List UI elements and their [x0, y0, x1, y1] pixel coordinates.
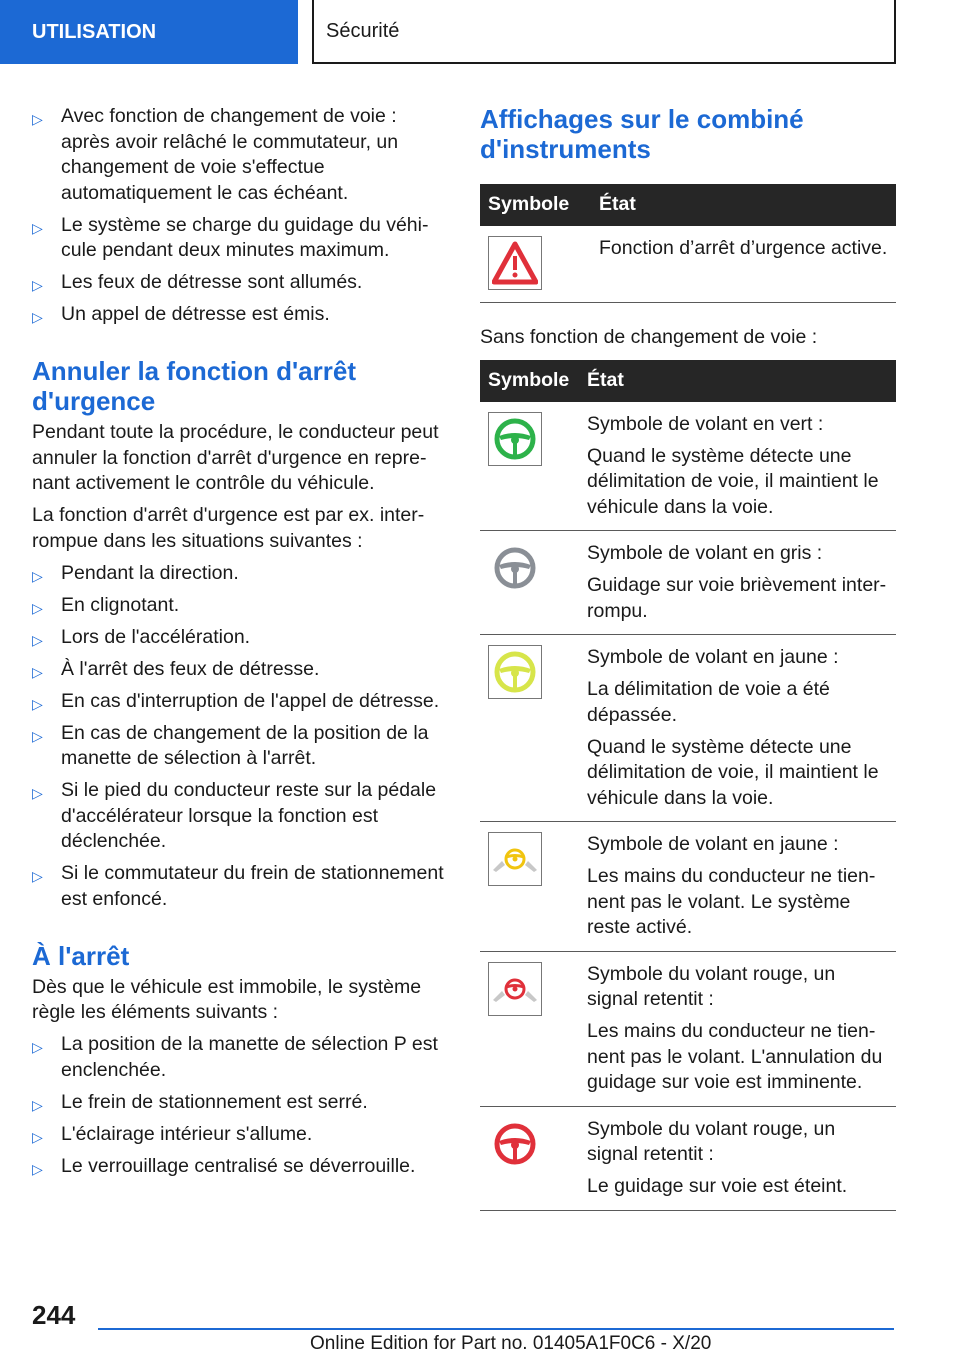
list-item: ▷ Le frein de stationnement est serré.: [32, 1090, 444, 1116]
cancel-paragraph-2: La fonction d'arrêt d'urgence est par ex. interrompue dans les situations suivantes :: [32, 504, 425, 552]
section-tab: UTILISATION: [0, 0, 298, 64]
steering-wheel-gray-icon: [488, 541, 542, 595]
right-column: [480, 104, 896, 1211]
triangle-bullet-icon: ▷: [32, 309, 43, 325]
footer-divider: [98, 1328, 894, 1330]
state-cell: Fonction d’arrêt d’urgence active.: [591, 226, 896, 303]
without-change-label: Sans fonction de changement de voie :: [480, 325, 818, 348]
triangle-bullet-icon: ▷: [32, 695, 43, 712]
edition-note: Online Edition for Part no. 01405A1F0C6 - X/20: [310, 1333, 712, 1354]
state-text: Symbole de volant en gris :: [587, 542, 823, 564]
list-item: ▷ Les feux de détresse sont allumés.: [32, 270, 444, 296]
state-text: Symbole de volant en vert :: [587, 412, 824, 435]
stop-paragraph: Dès que le véhicule est immobile, le système règle les éléments suivants :: [32, 975, 422, 1023]
state-text: Symbole de volant en jaune :: [587, 646, 839, 668]
table-row: [480, 531, 896, 635]
cancel-paragraph-1: Pendant toute la procédure, le conducteur peut annuler la fonction d'arrêt d'urgence en reprenant activement le contrôle du véhicule.: [32, 421, 439, 494]
state-cell: [579, 1106, 896, 1210]
list-item: ▷ La position de la manette de sélection P est enclenchée.: [32, 1033, 438, 1081]
triangle-bullet-icon: ▷: [32, 868, 43, 884]
page-title: Sécurité: [312, 0, 896, 64]
hands-off-red-icon: [488, 962, 542, 1016]
display-heading: Affichages sur le combiné d'instruments: [480, 104, 804, 164]
list-item: ▷ Si le pied du conducteur reste sur la pédale d'accélérateur lorsque la fonction est déclenchée.: [32, 779, 437, 852]
cancel-heading: Annuler la fonction d'arrêt d'urgence: [32, 356, 356, 416]
state-cell: [579, 531, 896, 635]
warning-triangle-icon: [488, 236, 542, 290]
list-item: ▷ En cas d'interruption de l'appel de détresse.: [32, 689, 444, 715]
state-text: Le guidage sur voie est éteint.: [587, 1175, 848, 1197]
list-item: ▷ En clignotant.: [32, 593, 444, 619]
state-cell: [579, 951, 896, 1106]
top-bullet-list: [32, 104, 444, 328]
state-text: Quand le système détecte une délimitation de voie, il maintient le véhicule dans la voie.: [587, 735, 879, 809]
list-item: ▷ Pendant la direction.: [32, 561, 444, 587]
triangle-bullet-icon: ▷: [32, 277, 43, 293]
hands-off-yellow-icon: [488, 832, 542, 886]
triangle-bullet-icon: ▷: [32, 1096, 43, 1113]
list-item: ▷ Le verrouillage centralisé se déverrouille.: [32, 1154, 444, 1180]
list-item: ▷ En cas de changement de la position de la manette de sélection à l'arrêt.: [32, 721, 429, 769]
steering-wheel-green-icon: [488, 412, 542, 466]
state-text: Symbole de volant en jaune :: [587, 833, 839, 855]
list-item: ▷ Avec fonction de changement de voie : après avoir relâché le commutateur, un changement de voie s'effectue automatiquement le cas échéant.: [32, 105, 399, 204]
stop-heading: À l'arrêt: [32, 940, 130, 971]
state-text: Les mains du conducteur ne tiennent pas le volant. L'annulation du guidage sur voie est imminente.: [587, 1020, 883, 1093]
triangle-bullet-icon: ▷: [32, 567, 43, 584]
state-text: Quand le système détecte une délimitation de voie, il maintient le véhicule dans la voie.: [587, 444, 879, 518]
state-cell: [579, 635, 896, 822]
triangle-bullet-icon: ▷: [32, 1128, 43, 1145]
triangle-bullet-icon: ▷: [32, 663, 43, 680]
list-item: ▷ À l'arrêt des feux de détresse.: [32, 657, 444, 683]
state-text: Symbole du volant rouge, un signal retentit :: [587, 962, 836, 1010]
state-text: Les mains du conducteur ne tiennent pas le volant. Le système reste activé.: [587, 865, 876, 938]
column-header-state: État: [591, 184, 896, 226]
lane-guidance-symbol-table: [480, 360, 896, 1211]
triangle-bullet-icon: ▷: [32, 111, 43, 127]
state-cell: [579, 402, 896, 531]
triangle-bullet-icon: ▷: [32, 631, 43, 648]
column-header-symbol: Symbole: [480, 360, 579, 402]
table-row: [480, 635, 896, 822]
list-item: ▷ L'éclairage intérieur s'allume.: [32, 1122, 444, 1148]
steering-wheel-yellow-icon: [488, 645, 542, 699]
state-text: Symbole du volant rouge, un signal retentit :: [587, 1117, 836, 1165]
list-item: ▷ Lors de l'accélération.: [32, 625, 444, 651]
table-row: [480, 402, 896, 531]
state-cell: [579, 822, 896, 952]
triangle-bullet-icon: ▷: [32, 599, 43, 616]
list-item: ▷ Le système se charge du guidage du véhicule pendant deux minutes maximum.: [32, 213, 429, 261]
table-row: [480, 951, 896, 1106]
triangle-bullet-icon: ▷: [32, 785, 43, 801]
list-item: ▷ Un appel de détresse est émis.: [32, 302, 444, 328]
page-number: 244: [32, 1300, 76, 1330]
triangle-bullet-icon: ▷: [32, 727, 43, 744]
table-row: [480, 1106, 896, 1210]
left-column: [32, 104, 444, 1186]
triangle-bullet-icon: ▷: [32, 219, 43, 236]
list-item: ▷ Si le commutateur du frein de stationnement est enfoncé.: [32, 862, 444, 910]
cancel-bullet-list: [32, 561, 444, 913]
column-header-state: État: [579, 360, 896, 402]
table-row: [480, 822, 896, 952]
triangle-bullet-icon: ▷: [32, 1039, 43, 1055]
table-row: [480, 226, 896, 303]
stop-bullet-list: [32, 1032, 444, 1179]
triangle-bullet-icon: ▷: [32, 1160, 43, 1177]
emergency-symbol-table: [480, 184, 896, 303]
state-text: La délimitation de voie a été dépassée.: [587, 678, 830, 726]
column-header-symbol: Symbole: [480, 184, 591, 226]
state-text: Guidage sur voie brièvement interrompu.: [587, 574, 887, 622]
steering-wheel-red-icon: [488, 1117, 542, 1171]
